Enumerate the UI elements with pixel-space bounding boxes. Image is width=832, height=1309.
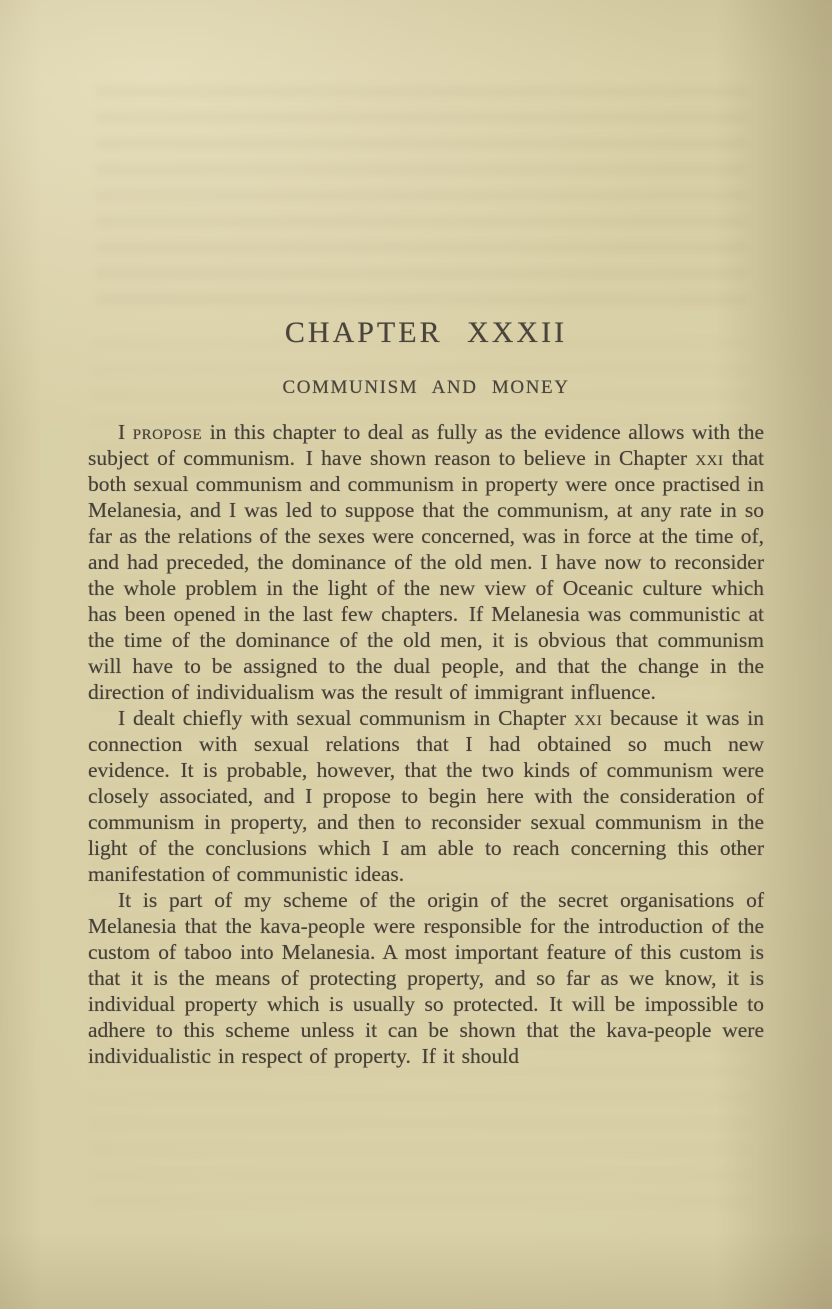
- paragraph: [88, 705, 764, 887]
- text-run: in this chapter to deal as fully as the evidence allows with the subject of communism. I have shown reason to believe in Chapter: [88, 420, 764, 470]
- paragraph: [88, 887, 764, 1069]
- smallcaps-text: xxi: [695, 446, 724, 470]
- text-run: that both sexual communism and communism in property were once practised in Melanesia, and I was led to suppose that the communism, at any rate in so far as the relations of the sexes were concerned, was in force at the time of, and had preceded, the dominance of the old men. I have now to reconsider the whole problem in the light of the new view of Oceanic culture which has been opened in the last few chapters. If Melanesia was communistic at the time of the dominance of the old men, it is obvious that communism will have to be assigned to the dual people, and that the change in the direction of individualism was the result of immigrant influence.: [88, 446, 764, 704]
- text-run: because it was in connection with sexual relations that I had obtained so much new evidence. It is probable, however, that the two kinds of communism were closely associated, and I propose to begin here with the consideration of communism in property, and then to reconsider sexual communism in the light of the conclusions which I am able to reach concerning this other manifestation of communistic ideas.: [88, 706, 764, 886]
- body-text: [88, 419, 764, 1069]
- page-content: [88, 316, 764, 1069]
- smallcaps-text: propose: [132, 420, 203, 444]
- reverse-page-bleedthrough-top: [96, 78, 746, 308]
- chapter-heading: CHAPTER XXXII: [284, 316, 568, 349]
- chapter-subtitle: COMMUNISM AND MONEY: [282, 377, 570, 398]
- text-run: It is part of my scheme of the origin of the secret organisations of Melanesia that the kava-people were responsible for the introduction of the custom of taboo into Melanesia. A most important feature of this custom is that it is the means of protecting property, and so far as we know, it is individual property which is usually so protected. It will be impossible to adhere to this scheme unless it can be shown that the kava-people were individualistic in respect of property. If it should: [88, 888, 764, 1068]
- smallcaps-text: xxi: [574, 706, 603, 730]
- text-run: I: [118, 420, 133, 444]
- paragraph: [88, 419, 764, 705]
- text-run: I dealt chiefly with sexual communism in Chapter: [118, 706, 575, 730]
